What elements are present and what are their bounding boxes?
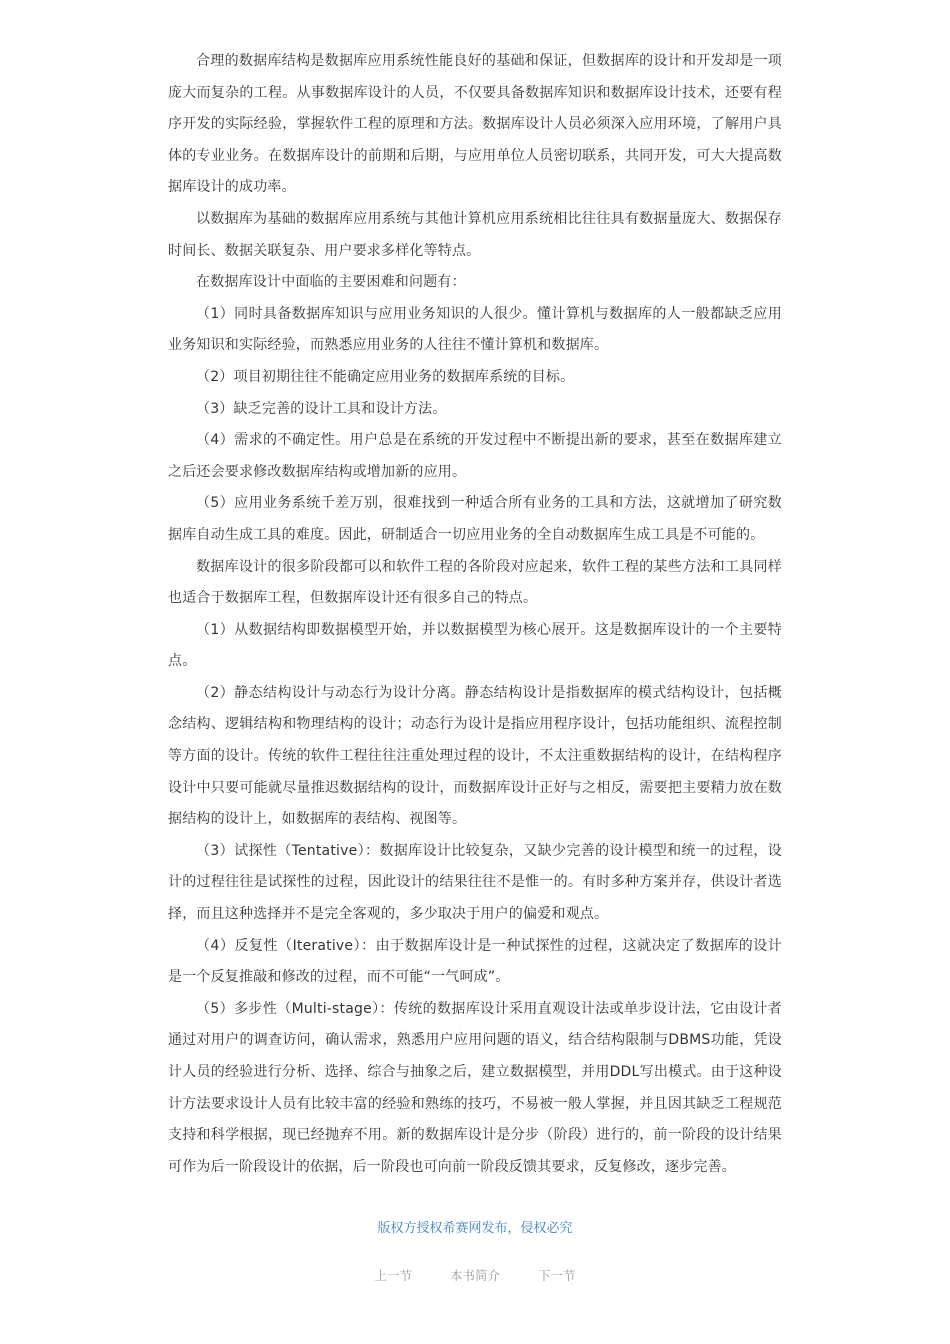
paragraph: （3）试探性（Tentative）：数据库设计比较复杂，又缺少完善的设计模型和统一的过程，设计的过程往往是试探性的过程，因此设计的结果往往不是惟一的。有时多种方案并存，供设计者选择，而且这种选择并不是完全客观的，多少取决于用户的偏爱和观点。 [168, 842, 782, 923]
next-section-link[interactable]: 下一节 [537, 1268, 576, 1283]
paragraph: （2）静态结构设计与动态行为设计分离。静态结构设计是指数据库的模式结构设计，包括概念结构、逻辑结构和物理结构的设计；动态行为设计是指应用程序设计，包括功能组织、流程控制等方面的设计。传统的软件工程往往注重处理过程的设计，不太注重数据结构的设计，在结构程序设计中只要可能就尽量推迟数据结构的设计，而数据库设计正好与之相反，需要把主要精力放在数据结构的设计上，如数据库的表结构、视图等。 [168, 684, 782, 828]
paragraph: （4）需求的不确定性。用户总是在系统的开发过程中不断提出新的要求，甚至在数据库建立之后还会要求修改数据库结构或增加新的应用。 [168, 432, 782, 480]
paragraph: （4）反复性（Iterative）：由于数据库设计是一种试探性的过程，这就决定了数据库的设计是一个反复推敲和修改的过程，而不可能“一气呵成”。 [168, 937, 782, 986]
paragraph: 以数据库为基础的数据库应用系统与其他计算机应用系统相比往往具有数据量庞大、数据保存时间长、数据关联复杂、用户要求多样化等特点。 [168, 210, 782, 259]
paragraph: 数据库设计的很多阶段都可以和软件工程的各阶段对应起来，软件工程的某些方法和工具同样也适合于数据库工程，但数据库设计还有很多自己的特点。 [168, 558, 782, 607]
paragraph: （2）项目初期往往不能确定应用业务的数据库系统的目标。 [196, 368, 575, 385]
article-body [168, 46, 782, 1183]
copyright-notice: 版权方授权希赛网发布，侵权必究 [377, 1221, 573, 1236]
book-intro-link[interactable]: 本书简介 [449, 1268, 500, 1283]
paragraph: （5）多步性（Multi-stage）：传统的数据库设计采用直观设计法或单步设计法，它由设计者通过对用户的调查访问，确认需求，熟悉用户应用问题的语义，结合结构限制与DBMS功能，凭设计人员的经验进行分析、选择、综合与抽象之后，建立数据模型，并用DDL写出模式。由于这种设计方法要求设计人员有比较丰富的经验和熟练的技巧，不易被一般人掌握，并且因其缺乏工程规范支持和科学根据，现已经抛弃不用。新的数据库设计是分步（阶段）进行的，前一阶段的设计结果可作为后一阶段设计的依据，后一阶段也可向前一阶段反馈其要求，反复修改，逐步完善。 [168, 1000, 782, 1175]
paragraph: （5）应用业务系统千差万别，很难找到一种适合所有业务的工具和方法，这就增加了研究数据库自动生成工具的难度。因此，研制适合一切应用业务的全自动数据库生成工具是不可能的。 [168, 495, 782, 543]
paragraph: 在数据库设计中面临的主要困难和问题有： [196, 274, 466, 291]
paragraph: （3）缺乏完善的设计工具和设计方法。 [196, 400, 447, 417]
prev-section-link[interactable]: 上一节 [374, 1268, 412, 1283]
paragraph: （1）从数据结构即数据模型开始，并以数据模型为核心展开。这是数据库设计的一个主要特点。 [168, 621, 782, 670]
paragraph: （1）同时具备数据库知识与应用业务知识的人很少。懂计算机与数据库的人一般都缺乏应用业务知识和实际经验，而熟悉应用业务的人往往不懂计算机和数据库。 [168, 305, 782, 354]
paragraph: 合理的数据库结构是数据库应用系统性能良好的基础和保证，但数据库的设计和开发却是一项庞大而复杂的工程。从事数据库设计的人员，不仅要具备数据库知识和数据库设计技术，还要有程序开发的实际经验，掌握软件工程的原理和方法。数据库设计人员必须深入应用环境，了解用户具体的专业业务。在数据库设计的前期和后期，与应用单位人员密切联系，共同开发，可大大提高数据库设计的成功率。 [168, 53, 782, 196]
chapter-navigation [0, 1266, 950, 1284]
